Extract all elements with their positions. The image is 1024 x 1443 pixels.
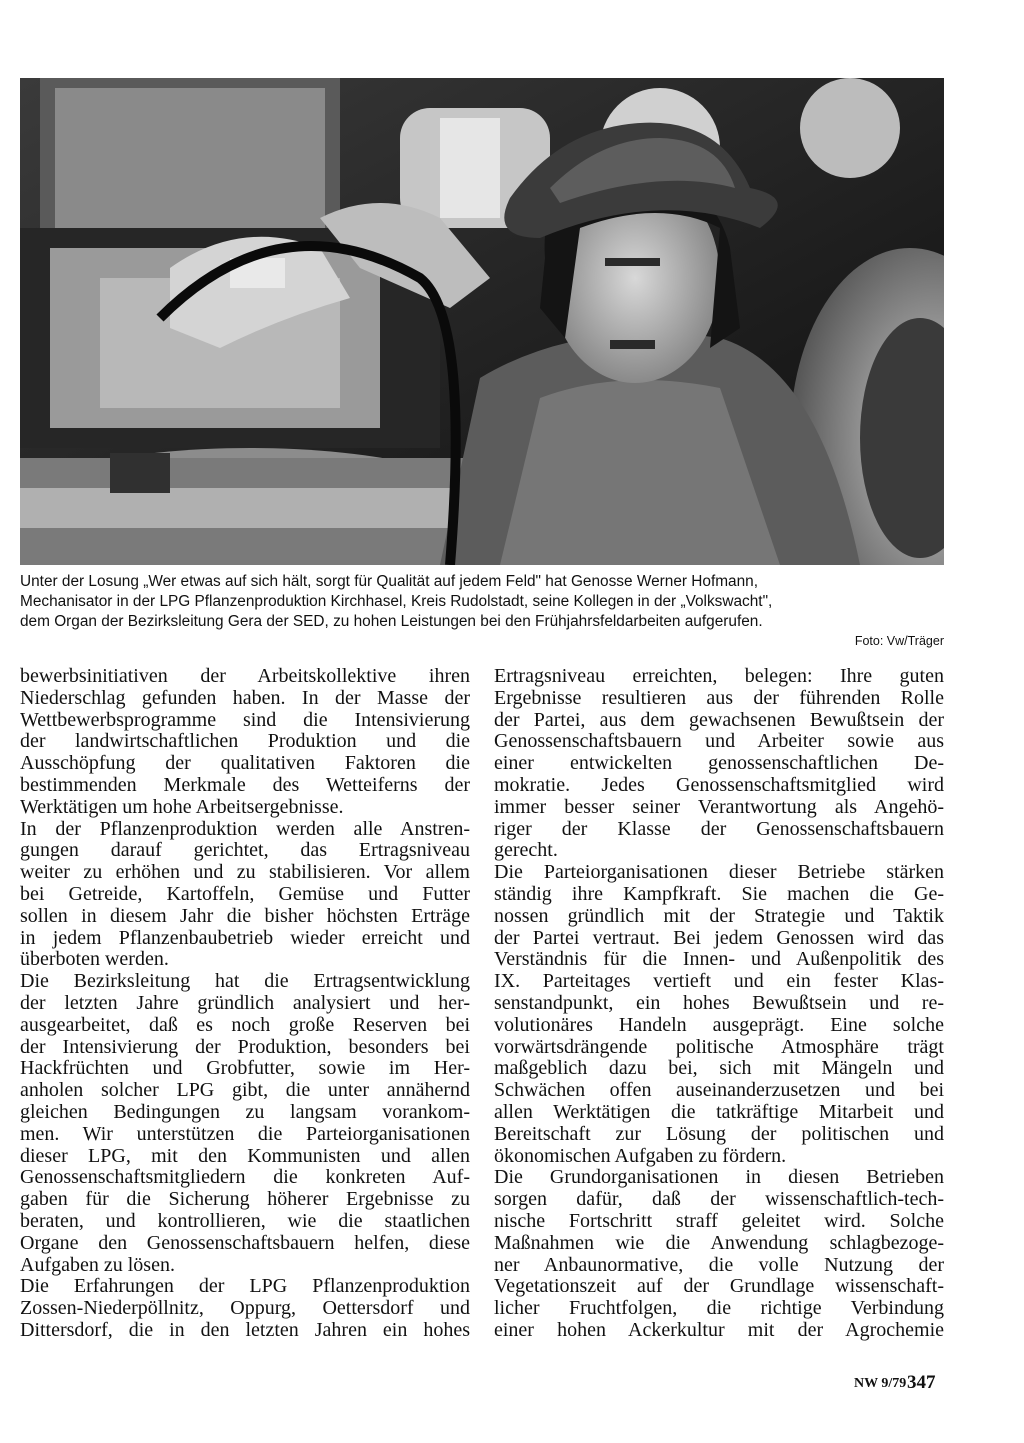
text-line: IX. Parteitages vertieft und ein fester Klas- bbox=[494, 970, 944, 993]
text-line: Dittersdorf, die in den letzten Jahren ein hohes bbox=[20, 1318, 470, 1341]
text-line: Die Grundorganisationen in diesen Betrieben bbox=[494, 1166, 944, 1189]
text-line: Vegetationszeit auf der Grundlage wissenschaft- bbox=[494, 1275, 944, 1298]
text-line: gerecht. bbox=[494, 839, 558, 862]
text-line: anholen solcher LPG gibt, die unter annähernd bbox=[20, 1079, 470, 1102]
text-line: gaben für die Sicherung höherer Ergebnisse zu bbox=[20, 1188, 470, 1211]
text-line: In der Pflanzenproduktion werden alle Anstren- bbox=[20, 817, 470, 840]
text-line: Verständnis für die Innen- und Außenpolitik des bbox=[494, 948, 944, 971]
caption-line: Mechanisator in der LPG Pflanzenproduktion Kirchhasel, Kreis Rudolstadt, seine Kollegen in der „Volkswacht", bbox=[20, 593, 773, 610]
text-line: Genossenschaftsbauern und Arbeiter sowie aus bbox=[494, 730, 944, 753]
text-line: senstandpunkt, ein hohes Bewußtsein und re- bbox=[494, 991, 944, 1014]
text-line: Werktätigen um hohe Arbeitsergebnisse. bbox=[20, 795, 344, 818]
text-line: Die Parteiorganisationen dieser Betriebe stärken bbox=[494, 861, 944, 884]
text-line: einer hohen Ackerkultur mit der Agrochemie bbox=[494, 1318, 944, 1341]
text-line: beraten, und kontrollieren, wie die staatlichen bbox=[20, 1209, 470, 1232]
caption-line: dem Organ der Bezirksleitung Gera der SED, zu hohen Leistungen bei den Frühjahrsfeldarbeiten aufgerufen. bbox=[20, 613, 763, 630]
text-line: gungen darauf gerichtet, das Ertragsniveau bbox=[20, 839, 470, 862]
right-column bbox=[494, 666, 944, 1342]
text-line: ner Anbaunormative, die volle Nutzung der bbox=[494, 1253, 944, 1276]
text-line: Ertragsniveau erreichten, belegen: Ihre guten bbox=[494, 665, 944, 687]
text-line: Aufgaben zu lösen. bbox=[20, 1253, 175, 1276]
page-number: 347 bbox=[907, 1372, 936, 1393]
photo-caption bbox=[20, 572, 944, 632]
text-line: in jedem Pflanzenbaubetrieb wieder erreicht und bbox=[20, 926, 470, 949]
text-line: überboten werden. bbox=[20, 948, 169, 971]
text-line: Hackfrüchten und Grobfutter, sowie im Her- bbox=[20, 1057, 470, 1080]
text-line: der Intensivierung der Produktion, besonders bei bbox=[20, 1035, 470, 1058]
text-line: Ergebnisse resultieren aus der führenden Rolle bbox=[494, 686, 944, 709]
text-line: maßgeblich dazu bei, sich mit Mängeln und bbox=[494, 1057, 944, 1080]
text-line: volutionäres Handeln ausgeprägt. Eine solche bbox=[494, 1013, 944, 1036]
text-line: Die Erfahrungen der LPG Pflanzenproduktion bbox=[20, 1275, 470, 1298]
text-line: der landwirtschaftlichen Produktion und die bbox=[20, 730, 470, 753]
text-line: der Partei vertraut. Bei jedem Genossen wird das bbox=[494, 926, 944, 949]
text-line: bei Getreide, Kartoffeln, Gemüse und Futter bbox=[20, 882, 470, 905]
text-line: der letzten Jahre gründlich analysiert und her- bbox=[20, 991, 470, 1014]
text-line: men. Wir unterstützen die Parteiorganisationen bbox=[20, 1122, 470, 1145]
text-line: riger der Klasse der Genossenschaftsbauern bbox=[494, 817, 944, 840]
text-line: dieser LPG, mit den Kommunisten und allen bbox=[20, 1144, 470, 1167]
text-line: gleichen Bedingungen zu langsam vorankom- bbox=[20, 1100, 470, 1123]
issue-label: NW 9/79 bbox=[854, 1376, 907, 1391]
text-line: mokratie. Jedes Genossenschaftsmitglied wird bbox=[494, 773, 944, 796]
text-line: Maßnahmen wie die Anwendung schlagbezoge- bbox=[494, 1231, 944, 1254]
text-line: einer entwickelten genossenschaftlichen De- bbox=[494, 752, 944, 775]
text-line: Niederschlag gefunden haben. In der Masse der bbox=[20, 686, 470, 709]
text-line: der Partei, aus dem gewachsenen Bewußtsein der bbox=[494, 708, 944, 731]
text-line: ständig ihre Kampfkraft. Sie machen die Ge- bbox=[494, 882, 944, 905]
text-line: Genossenschaftsmitgliedern die konkreten Auf- bbox=[20, 1166, 470, 1189]
text-line: licher Fruchtfolgen, die richtige Verbindung bbox=[494, 1297, 944, 1320]
caption-line: Unter der Losung „Wer etwas auf sich hält, sorgt für Qualität auf jedem Feld" hat Genosse Werner Hofmann, bbox=[20, 573, 759, 590]
text-line: Schwächen offen auseinanderzusetzen und bei bbox=[494, 1079, 944, 1102]
left-column bbox=[20, 666, 470, 1342]
text-line: nossen gründlich mit der Strategie und Taktik bbox=[494, 904, 944, 927]
photo-illustration bbox=[20, 78, 944, 565]
text-line: bewerbsinitiativen der Arbeitskollektive ihren bbox=[20, 665, 470, 687]
text-line: Ausschöpfung der qualitativen Faktoren die bbox=[20, 752, 470, 775]
text-line: Zossen-Niederpöllnitz, Oppurg, Oettersdorf und bbox=[20, 1297, 470, 1320]
text-line: sorgen dafür, daß der wissenschaftlich-tech- bbox=[494, 1188, 944, 1211]
text-line: vorwärtsdrängende politische Atmosphäre trägt bbox=[494, 1035, 944, 1058]
man-in-hat-working-on-tractor bbox=[20, 78, 944, 565]
text-line: ökonomischen Aufgaben zu fördern. bbox=[494, 1144, 787, 1167]
text-line: Die Bezirksleitung hat die Ertragsentwicklung bbox=[20, 970, 470, 993]
text-line: ausgearbeitet, daß es noch große Reserven bei bbox=[20, 1013, 470, 1036]
text-line: sollen in diesem Jahr die bisher höchsten Erträge bbox=[20, 904, 470, 927]
text-line: immer besser seiner Verantwortung als Angehö- bbox=[494, 795, 944, 818]
text-line: Bereitschaft zur Lösung der politischen und bbox=[494, 1122, 944, 1145]
text-line: allen Werktätigen die tatkräftige Mitarbeit und bbox=[494, 1100, 944, 1123]
text-line: Wettbewerbsprogramme sind die Intensivierung bbox=[20, 708, 470, 731]
text-line: nische Fortschritt straff geleitet wird. Solche bbox=[494, 1209, 944, 1232]
text-line: Organe den Genossenschaftsbauern helfen, diese bbox=[20, 1231, 470, 1254]
photo-credit: Foto: Vw/Träger bbox=[854, 634, 944, 648]
text-line: bestimmenden Merkmale des Wetteiferns der bbox=[20, 773, 470, 796]
text-line: weiter zu erhöhen und zu stabilisieren. Vor allem bbox=[20, 861, 470, 884]
